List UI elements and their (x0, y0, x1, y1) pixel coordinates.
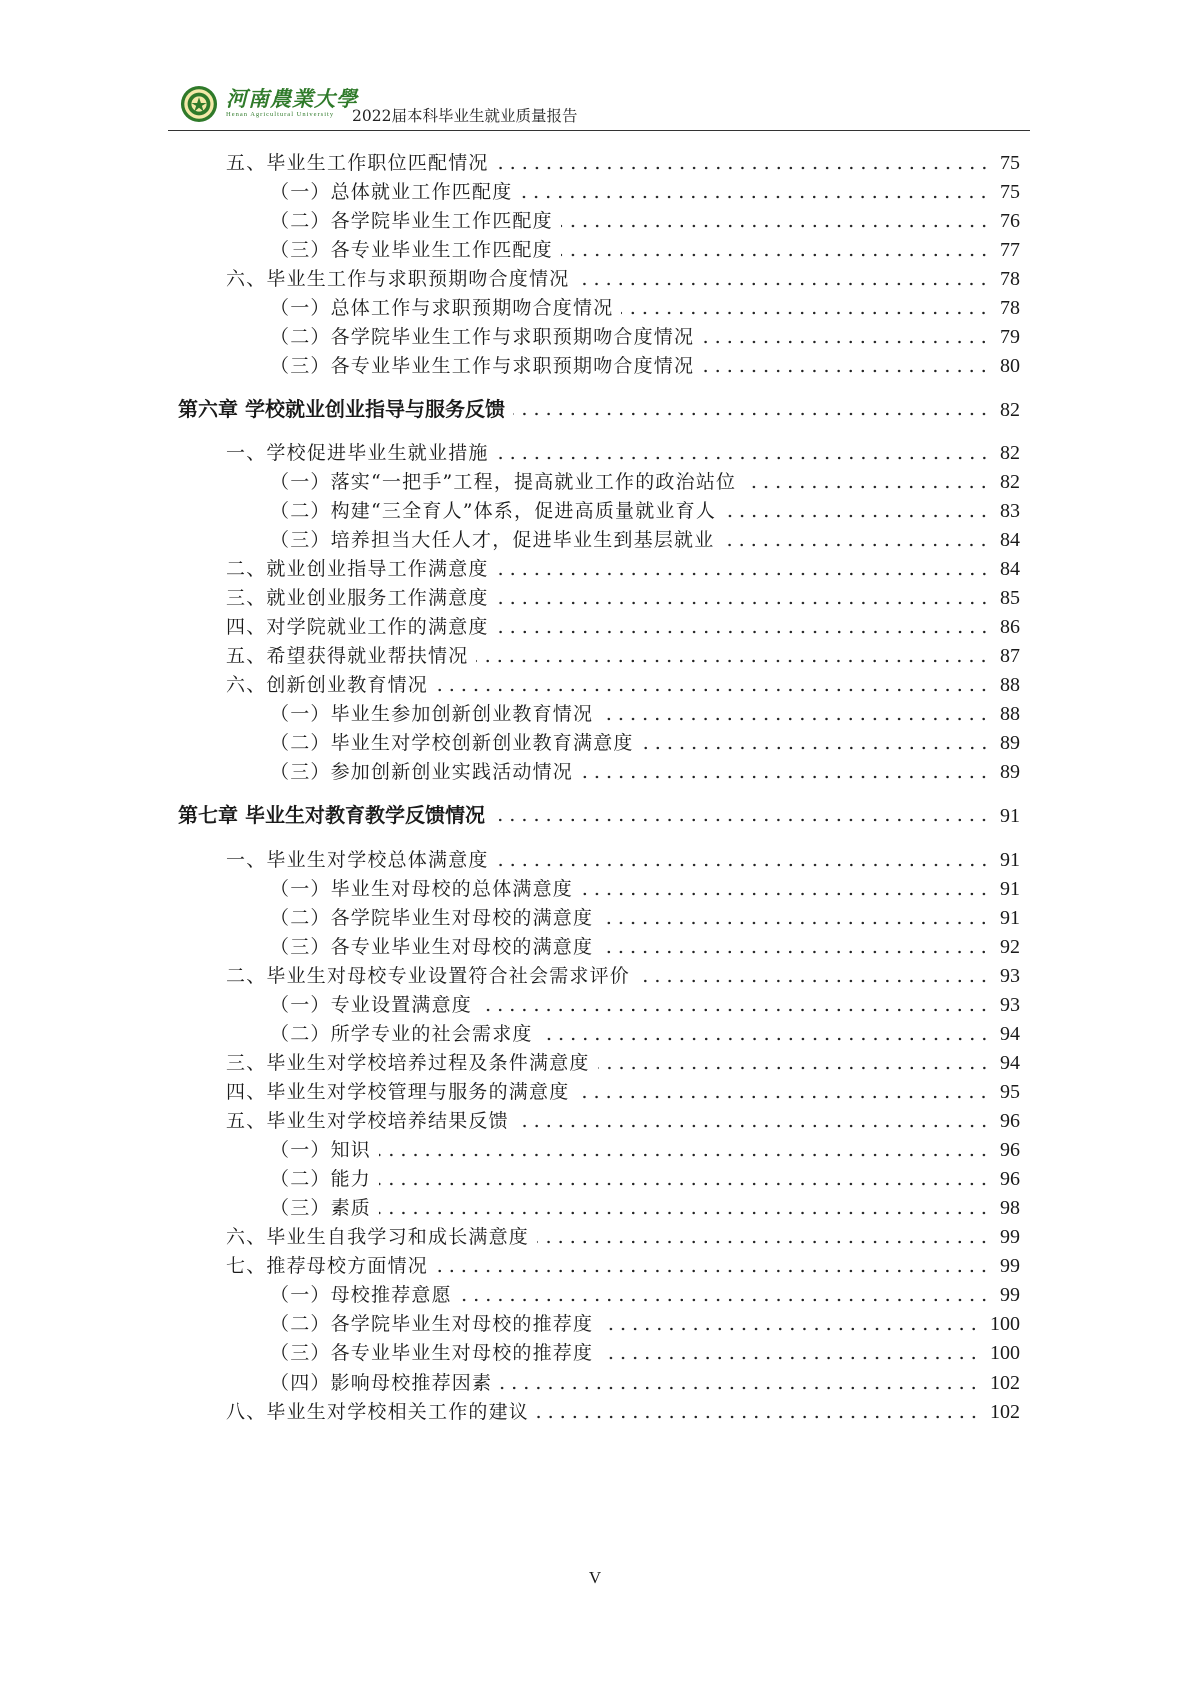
toc-dot-leader (493, 817, 990, 823)
toc-page-number: 96 (1000, 1110, 1020, 1132)
toc-page-number: 82 (1000, 471, 1020, 493)
toc-entry[interactable] (178, 1309, 1020, 1339)
toc-entry-title: 一、学校促进毕业生就业措施 (226, 442, 489, 464)
toc-entry-title: （一）专业设置满意度 (270, 994, 473, 1016)
toc-page-number: 94 (1000, 1052, 1020, 1074)
toc-dot-leader (724, 513, 990, 519)
toc-page-number: 96 (1000, 1168, 1020, 1190)
toc-dot-leader (601, 949, 990, 955)
toc-entry-title: 五、毕业生工作职位匹配情况 (226, 152, 489, 174)
toc-page-number: 78 (1000, 268, 1020, 290)
toc-entry[interactable] (178, 903, 1020, 933)
toc-page-number: 99 (1000, 1255, 1020, 1277)
toc-entry[interactable] (178, 206, 1020, 236)
toc-page-number: 82 (1000, 442, 1020, 464)
toc-page-number: 93 (1000, 965, 1020, 987)
toc-entry-title: （四）影响母校推荐因素 (270, 1372, 493, 1394)
toc-page-number: 94 (1000, 1023, 1020, 1045)
toc-entry-title: （二）所学专业的社会需求度 (270, 1023, 533, 1045)
toc-dot-leader (436, 1268, 990, 1274)
toc-entry[interactable] (178, 351, 1020, 381)
toc-dot-leader (577, 281, 990, 287)
toc-dot-leader (561, 252, 990, 258)
toc-entry[interactable] (178, 1338, 1020, 1368)
toc-dot-leader (537, 1414, 980, 1420)
toc-entry-title: 六、创新创业教育情况 (226, 674, 429, 696)
toc-entry[interactable] (178, 1135, 1020, 1165)
toc-page-number: 85 (1000, 587, 1020, 609)
university-seal-icon (180, 85, 218, 123)
toc-page-number: 88 (1000, 703, 1020, 725)
toc-page-number: 102 (990, 1401, 1020, 1423)
toc-dot-leader (541, 1036, 990, 1042)
toc-entry-title: 四、毕业生对学校管理与服务的满意度 (226, 1081, 570, 1103)
toc-page-number: 87 (1000, 645, 1020, 667)
toc-entry[interactable] (178, 670, 1020, 700)
toc-dot-leader (379, 1210, 990, 1216)
toc-entry-title: （一）毕业生对母校的总体满意度 (270, 878, 574, 900)
toc-entry[interactable] (178, 583, 1020, 613)
toc-page-number: 82 (1000, 399, 1020, 421)
toc-dot-leader (497, 629, 990, 635)
toc-entry[interactable] (178, 1077, 1020, 1107)
page-number: V (588, 1568, 602, 1587)
toc-entry-title: 三、毕业生对学校培养过程及条件满意度 (226, 1052, 590, 1074)
toc-entry[interactable] (178, 1048, 1020, 1078)
toc-page-number: 78 (1000, 297, 1020, 319)
toc-entry[interactable] (178, 467, 1020, 497)
toc-dot-leader (577, 1094, 990, 1100)
toc-dot-leader (520, 194, 990, 200)
toc-dot-leader (497, 165, 990, 171)
toc-dot-leader (497, 600, 990, 606)
toc-page-number: 75 (1000, 152, 1020, 174)
toc-dot-leader (497, 862, 990, 868)
toc-entry[interactable] (178, 1164, 1020, 1194)
toc-entry[interactable] (178, 1106, 1020, 1136)
university-name-logo: 河南農業大學 (226, 86, 358, 111)
toc-entry-title: 三、就业创业服务工作满意度 (226, 587, 489, 609)
toc-entry-title: 第六章 学校就业创业指导与服务反馈 (178, 397, 505, 421)
toc-entry-title: （二）各学院毕业生工作匹配度 (270, 210, 553, 232)
toc-entry[interactable] (178, 554, 1020, 584)
toc-entry-title: 二、就业创业指导工作满意度 (226, 558, 489, 580)
toc-entry[interactable] (178, 148, 1020, 178)
toc-dot-leader (497, 571, 990, 577)
toc-page-number: 88 (1000, 674, 1020, 696)
toc-entry-title: （三）参加创新创业实践活动情况 (270, 761, 574, 783)
toc-chapter-entry[interactable] (178, 800, 1020, 830)
toc-entry-title: （一）毕业生参加创新创业教育情况 (270, 703, 594, 725)
toc-entry[interactable] (178, 845, 1020, 875)
toc-entry-title: （三）培养担当大任人才，促进毕业生到基层就业 (270, 529, 715, 551)
toc-page-number: 91 (1000, 907, 1020, 929)
toc-entry-title: （三）各专业毕业生对母校的推荐度 (270, 1342, 594, 1364)
toc-dot-leader (638, 978, 990, 984)
toc-dot-leader (601, 716, 990, 722)
toc-dot-leader (480, 1007, 990, 1013)
toc-page-number: 91 (1000, 849, 1020, 871)
toc-entry[interactable] (178, 990, 1020, 1020)
toc-entry-title: （一）落实“一把手”工程，提高就业工作的政治站位 (270, 471, 737, 493)
toc-entry-title: （一）总体工作与求职预期吻合度情况 (270, 297, 614, 319)
toc-entry[interactable] (178, 438, 1020, 468)
toc-entry[interactable] (178, 525, 1020, 555)
toc-page-number: 93 (1000, 994, 1020, 1016)
toc-entry[interactable] (178, 1019, 1020, 1049)
toc-dot-leader (379, 1152, 990, 1158)
toc-entry[interactable] (178, 1368, 1020, 1398)
toc-entry-title: 四、对学院就业工作的满意度 (226, 616, 489, 638)
toc-entry[interactable] (178, 235, 1020, 265)
toc-entry-title: 五、毕业生对学校培养结果反馈 (226, 1110, 509, 1132)
toc-dot-leader (500, 1385, 980, 1391)
toc-dot-leader (497, 455, 990, 461)
toc-entry[interactable] (178, 1280, 1020, 1310)
toc-chapter-entry[interactable] (178, 394, 1020, 424)
toc-entry-title: （二）各学院毕业生工作与求职预期吻合度情况 (270, 326, 695, 348)
toc-entry-title: （三）各专业毕业生工作匹配度 (270, 239, 553, 261)
toc-dot-leader (642, 745, 990, 751)
toc-page-number: 100 (990, 1313, 1020, 1335)
toc-dot-leader (598, 1065, 990, 1071)
toc-entry[interactable] (178, 932, 1020, 962)
toc-page-number: 76 (1000, 210, 1020, 232)
toc-dot-leader (517, 1123, 990, 1129)
toc-entry-title: 六、毕业生工作与求职预期吻合度情况 (226, 268, 570, 290)
toc-entry[interactable] (178, 699, 1020, 729)
toc-page-number: 91 (1000, 805, 1020, 827)
toc-entry-title: （二）各学院毕业生对母校的满意度 (270, 907, 594, 929)
toc-entry[interactable] (178, 728, 1020, 758)
toc-entry-title: （三）素质 (270, 1197, 372, 1219)
report-title: 2022届本科毕业生就业质量报告 (352, 107, 578, 125)
toc-entry-title: （一）知识 (270, 1139, 372, 1161)
toc-entry-title: （二）构建“三全育人”体系，促进高质量就业育人 (270, 500, 717, 522)
toc-page-number: 77 (1000, 239, 1020, 261)
toc-page-number: 86 (1000, 616, 1020, 638)
toc-page-number: 80 (1000, 355, 1020, 377)
toc-dot-leader (561, 223, 990, 229)
toc-dot-leader (621, 310, 990, 316)
toc-dot-leader (702, 368, 990, 374)
toc-entry[interactable] (178, 612, 1020, 642)
toc-entry[interactable] (178, 496, 1020, 526)
toc-entry[interactable] (178, 322, 1020, 352)
toc-entry[interactable] (178, 177, 1020, 207)
toc-entry[interactable] (178, 1397, 1020, 1427)
toc-entry-title: （三）各专业毕业生工作与求职预期吻合度情况 (270, 355, 695, 377)
toc-page-number: 99 (1000, 1284, 1020, 1306)
toc-page-number: 75 (1000, 181, 1020, 203)
toc-page-number: 91 (1000, 878, 1020, 900)
toc-entry[interactable] (178, 293, 1020, 323)
toc-entry-title: 第七章 毕业生对教育教学反馈情况 (178, 803, 485, 827)
toc-dot-leader (513, 411, 990, 417)
toc-entry-title: 五、希望获得就业帮扶情况 (226, 645, 469, 667)
toc-dot-leader (476, 658, 990, 664)
toc-entry-title: 八、毕业生对学校相关工作的建议 (226, 1401, 530, 1423)
toc-page-number: 92 (1000, 936, 1020, 958)
toc-dot-leader (702, 339, 990, 345)
toc-dot-leader (581, 891, 990, 897)
toc-dot-leader (744, 484, 990, 490)
toc-page-number: 79 (1000, 326, 1020, 348)
toc-page-number: 100 (990, 1342, 1020, 1364)
toc-dot-leader (581, 774, 990, 780)
toc-dot-leader (722, 542, 990, 548)
toc-entry[interactable] (178, 757, 1020, 787)
toc-page-number: 89 (1000, 761, 1020, 783)
toc-dot-leader (601, 920, 990, 926)
toc-page-number: 102 (990, 1372, 1020, 1394)
toc-entry-title: （二）能力 (270, 1168, 372, 1190)
toc-entry-title: （三）各专业毕业生对母校的满意度 (270, 936, 594, 958)
toc-entry[interactable] (178, 264, 1020, 294)
toc-page-number: 99 (1000, 1226, 1020, 1248)
toc-dot-leader (379, 1181, 990, 1187)
toc-entry-title: 二、毕业生对母校专业设置符合社会需求评价 (226, 965, 631, 987)
toc-entry[interactable] (178, 1251, 1020, 1281)
toc-entry[interactable] (178, 961, 1020, 991)
toc-entry-title: 七、推荐母校方面情况 (226, 1255, 429, 1277)
toc-entry-title: 一、毕业生对学校总体满意度 (226, 849, 489, 871)
header-divider (168, 130, 1030, 131)
toc-entry-title: （二）毕业生对学校创新创业教育满意度 (270, 732, 634, 754)
toc-entry[interactable] (178, 1193, 1020, 1223)
toc-dot-leader (601, 1326, 980, 1332)
toc-entry-title: （二）各学院毕业生对母校的推荐度 (270, 1313, 594, 1335)
page-header (168, 80, 1030, 128)
toc-page-number: 89 (1000, 732, 1020, 754)
toc-entry-title: （一）总体就业工作匹配度 (270, 181, 513, 203)
toc-page-number: 83 (1000, 500, 1020, 522)
toc-entry[interactable] (178, 874, 1020, 904)
toc-page-number: 98 (1000, 1197, 1020, 1219)
toc-entry-title: （一）母校推荐意愿 (270, 1284, 452, 1306)
toc-page-number: 95 (1000, 1081, 1020, 1103)
toc-dot-leader (601, 1355, 980, 1361)
toc-page-number: 84 (1000, 558, 1020, 580)
toc-entry[interactable] (178, 1222, 1020, 1252)
toc-dot-leader (460, 1297, 990, 1303)
toc-entry[interactable] (178, 641, 1020, 671)
university-english-name: Henan Agricultural University (226, 111, 335, 118)
toc-dot-leader (436, 687, 990, 693)
toc-entry-title: 六、毕业生自我学习和成长满意度 (226, 1226, 530, 1248)
toc-page-number: 84 (1000, 529, 1020, 551)
toc-page-number: 96 (1000, 1139, 1020, 1161)
toc-dot-leader (537, 1239, 990, 1245)
